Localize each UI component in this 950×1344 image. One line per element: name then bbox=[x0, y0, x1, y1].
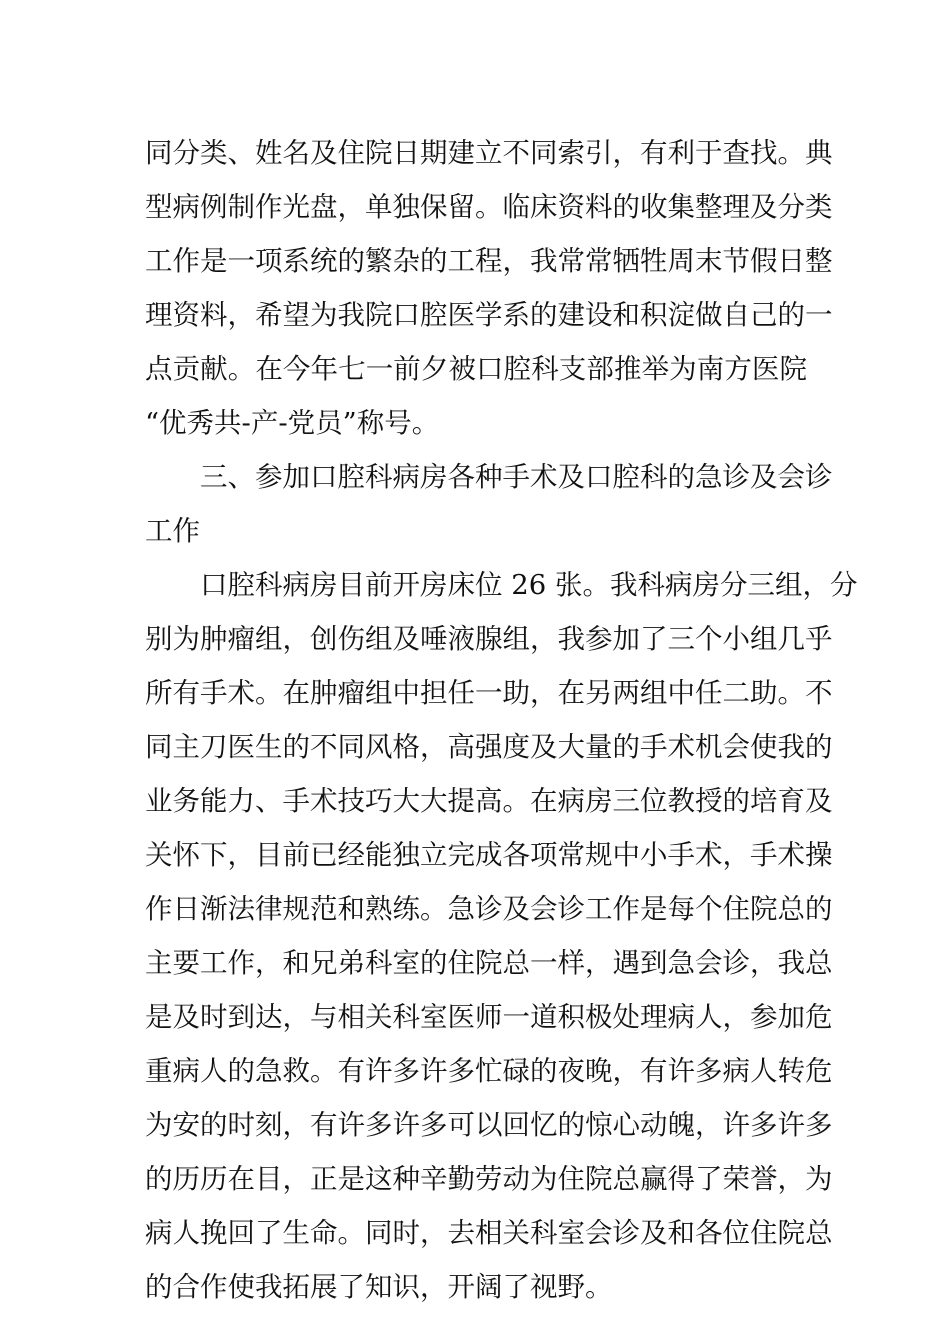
body-line: 的历历在目，正是这种辛勤劳动为住院总赢得了荣誉，为 bbox=[145, 1163, 833, 1195]
body-line: 工作是一项系统的繁杂的工程，我常常牺牲周末节假日整 bbox=[145, 245, 833, 277]
body-line: 是及时到达，与相关科室医师一道积极处理病人，参加危 bbox=[145, 1001, 833, 1033]
body-line: “优秀共-产-党员”称号。 bbox=[145, 407, 440, 439]
body-line: 重病人的急救。有许多许多忙碌的夜晚，有许多病人转危 bbox=[145, 1055, 833, 1087]
body-line: 主要工作，和兄弟科室的住院总一样，遇到急会诊，我总 bbox=[145, 947, 833, 979]
section-heading-line: 三、参加口腔科病房各种手术及口腔科的急诊及会诊 bbox=[200, 461, 833, 493]
body-line: 理资料，希望为我院口腔医学系的建设和积淀做自己的一 bbox=[145, 299, 833, 331]
body-line: 的合作使我拓展了知识，开阔了视野。 bbox=[145, 1271, 613, 1303]
document-body bbox=[145, 126, 858, 1314]
body-line: 同主刀医生的不同风格，高强度及大量的手术机会使我的 bbox=[145, 731, 833, 763]
body-line: 口腔科病房目前开房床位 26 张。我科病房分三组，分 bbox=[200, 569, 858, 601]
body-line: 型病例制作光盘，单独保留。临床资料的收集整理及分类 bbox=[145, 191, 833, 223]
body-line: 所有手术。在肿瘤组中担任一助，在另两组中任二助。不 bbox=[145, 677, 833, 709]
body-line: 为安的时刻，有许多许多可以回忆的惊心动魄，许多许多 bbox=[145, 1109, 833, 1141]
body-line: 病人挽回了生命。同时，去相关科室会诊及和各位住院总 bbox=[145, 1217, 833, 1249]
body-line: 关怀下，目前已经能独立完成各项常规中小手术，手术操 bbox=[145, 839, 833, 871]
body-line: 别为肿瘤组，创伤组及唾液腺组，我参加了三个小组几乎 bbox=[145, 623, 833, 655]
body-line: 同分类、姓名及住院日期建立不同索引，有利于查找。典 bbox=[145, 137, 833, 169]
body-line: 点贡献。在今年七一前夕被口腔科支部推举为南方医院 bbox=[145, 353, 807, 385]
section-heading-line: 工作 bbox=[145, 515, 200, 547]
body-line: 作日渐法律规范和熟练。急诊及会诊工作是每个住院总的 bbox=[145, 893, 833, 925]
body-line: 业务能力、手术技巧大大提高。在病房三位教授的培育及 bbox=[145, 785, 833, 817]
